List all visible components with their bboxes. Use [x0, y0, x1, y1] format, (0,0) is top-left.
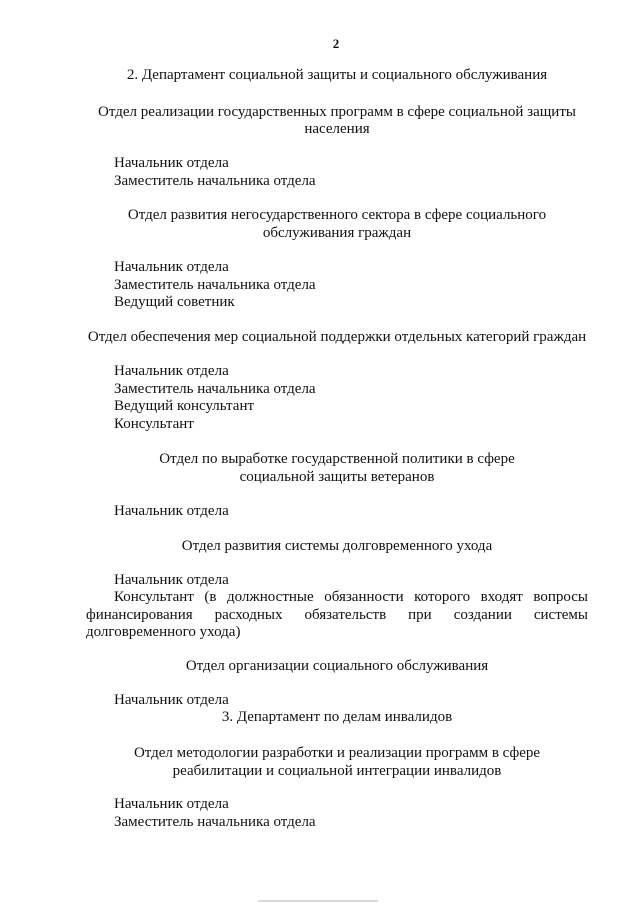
unit-3-position-4: Консультант [114, 416, 194, 432]
unit-4-title-line-1: Отдел по выработке государственной политики в сфере [159, 451, 515, 467]
unit-2-position-2: Заместитель начальника отдела [114, 277, 316, 293]
unit-5-consultant-note [86, 589, 588, 642]
scan-edge-mark [258, 900, 378, 902]
unit-2-title-line-2: обслуживания граждан [262, 225, 412, 241]
dept-3-unit-1-title-line-1: Отдел методологии разработки и реализации программ в сфере [133, 745, 541, 761]
unit-2-position-1: Начальник отдела [114, 259, 229, 275]
unit-5-note-line-1: Консультант (в должностные обязанности которого входят вопросы [114, 589, 588, 605]
unit-5-note-line-2: финансирования расходных обязательств при создании системы [86, 606, 588, 623]
unit-2-title-line-1: Отдел развития негосударственного сектора в сфере социального [127, 207, 547, 223]
unit-6-position-1: Начальник отдела [114, 692, 229, 708]
unit-3-title: Отдел обеспечения мер социальной поддержки отдельных категорий граждан [87, 329, 587, 345]
unit-3-position-1: Начальник отдела [114, 363, 229, 379]
unit-4-position-1: Начальник отдела [114, 503, 229, 519]
unit-1-position-2: Заместитель начальника отдела [114, 173, 316, 189]
unit-1-title-line-1: Отдел реализации государственных программ в сфере социальной защиты [98, 104, 576, 120]
page-number: 2 [332, 36, 340, 51]
dept-3-unit-1-position-1: Начальник отдела [114, 796, 229, 812]
unit-3-position-3: Ведущий консультант [114, 398, 255, 414]
unit-4-title-line-2: социальной защиты ветеранов [239, 469, 435, 485]
department-2-heading: 2. Департамент социальной защиты и социального обслуживания [126, 67, 548, 83]
unit-1-position-1: Начальник отдела [114, 155, 229, 171]
dept-3-unit-1-position-2: Заместитель начальника отдела [114, 814, 316, 830]
unit-1-title-line-2: населения [304, 121, 370, 137]
unit-5-note-line-3: долговременного ухода) [86, 624, 241, 640]
unit-5-title: Отдел развития системы долговременного ухода [181, 538, 493, 554]
unit-6-title: Отдел организации социального обслуживания [185, 658, 489, 674]
unit-2-position-3: Ведущий советник [114, 294, 235, 310]
department-3-heading: 3. Департамент по делам инвалидов [221, 709, 453, 725]
unit-5-position-1: Начальник отдела [114, 572, 229, 588]
unit-3-position-2: Заместитель начальника отдела [114, 381, 316, 397]
dept-3-unit-1-title-line-2: реабилитации и социальной интеграции инвалидов [172, 763, 502, 779]
